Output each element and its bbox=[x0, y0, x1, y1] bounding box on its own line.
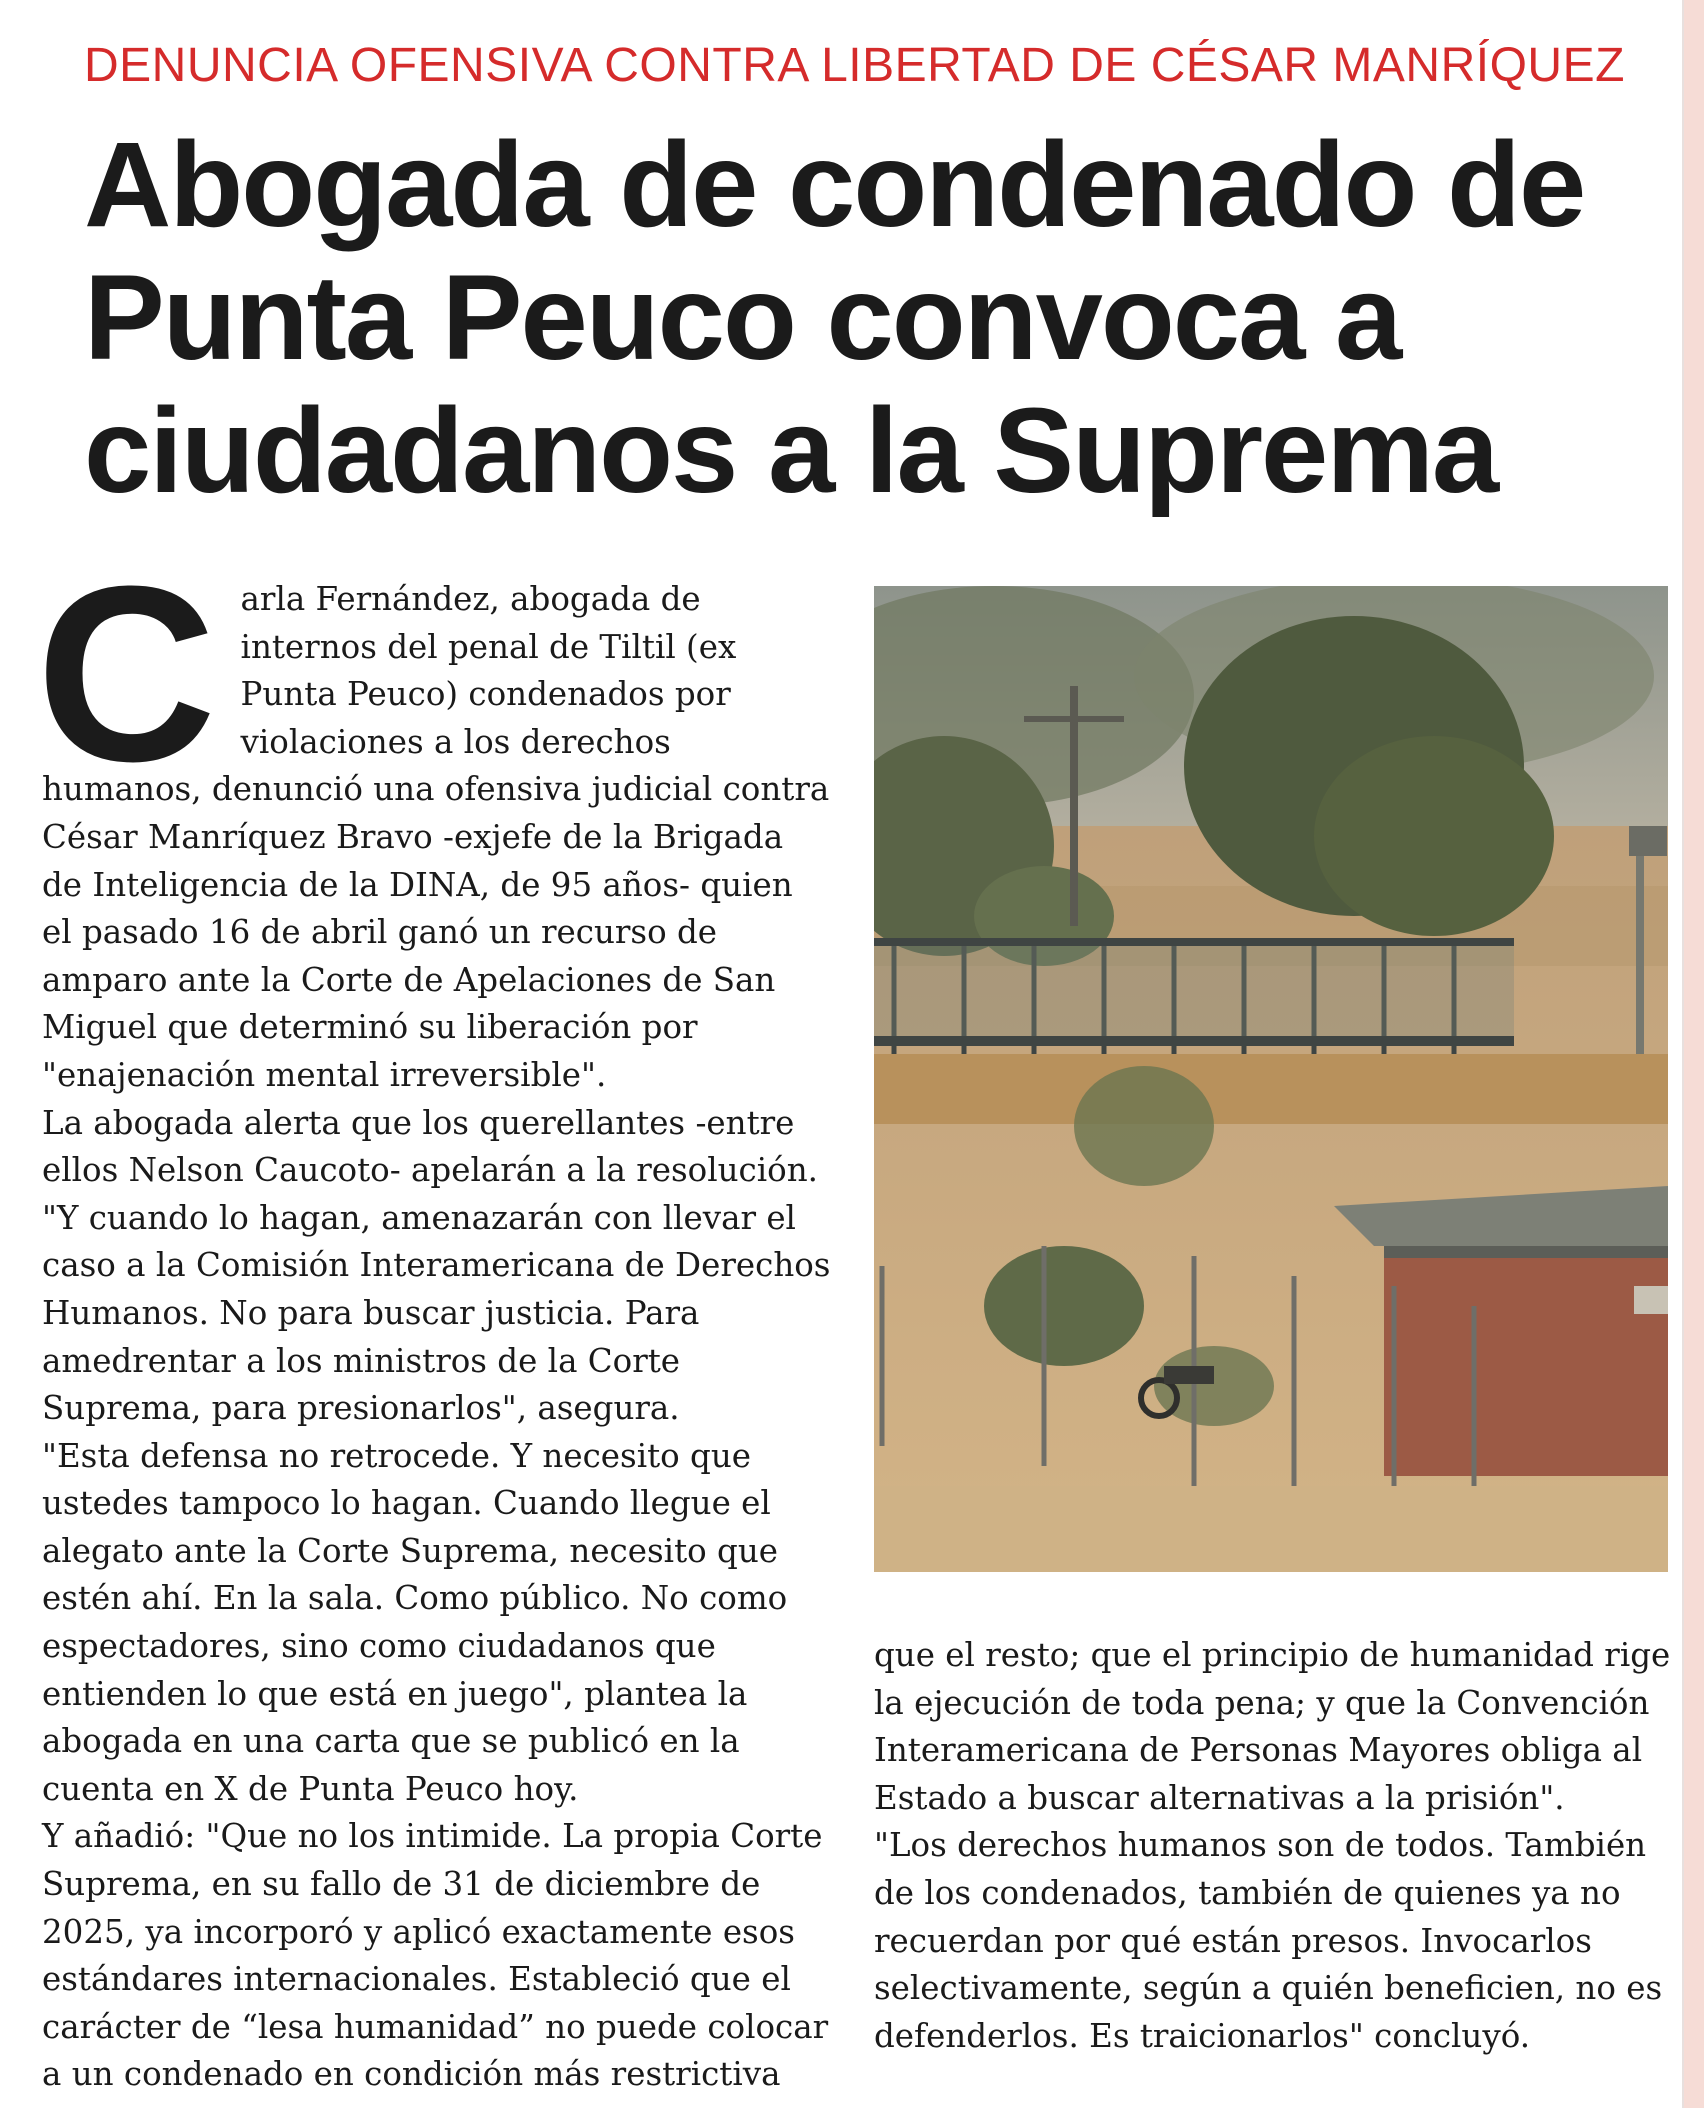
kicker: DENUNCIA OFENSIVA CONTRA LIBERTAD DE CÉSAR MANRÍQUEZ bbox=[84, 39, 1625, 92]
headline-line-1: Abogada de condenado de bbox=[84, 116, 1585, 252]
paragraph-text: arla Fernández, abogada de internos del penal de Tiltil (ex Punta Peuco) condenados por violaciones a los derechos humanos, denunció una ofensiva judicial contra César Manríquez Bravo -exjefe de la Brigada de Inteligencia de la DINA, de 95 años- quien el pasado 16 de abril ganó un recurso de amparo ante la Corte de Apelaciones de San Miguel que determinó su liberación por "enajenación mental irreversible". bbox=[42, 580, 830, 1094]
article-paragraph: "Esta defensa no retrocede. Y necesito que ustedes tampoco lo hagan. Cuando llegue el alegato ante la Corte Suprema, necesito que estén ahí. En la sala. Como público. No como espectadores, sino como ciudadanos que entienden lo que está en juego", plantea la abogada en una carta que se publicó en la cuenta en X de Punta Peuco hoy. bbox=[42, 1436, 788, 1808]
photo-illustration bbox=[874, 586, 1668, 1572]
headline bbox=[84, 118, 1644, 517]
headline-line-3: ciudadanos a la Suprema bbox=[84, 382, 1498, 518]
headline-line-2: Punta Peuco convoca a bbox=[84, 249, 1401, 385]
article-column-left bbox=[36, 534, 832, 2099]
prison-perimeter-fence-photo bbox=[874, 586, 1668, 1572]
article-column-right bbox=[874, 1632, 1674, 2060]
article-paragraph bbox=[36, 534, 832, 1100]
drop-cap: C bbox=[36, 534, 217, 813]
page-edge-strip bbox=[1684, 0, 1704, 2108]
article-paragraph: Y añadió: "Que no los intimide. La propia Corte Suprema, en su fallo de 31 de diciembre de 2025, ya incorporó y aplicó exactamente esos estándares internacionales. Estableció que el carácter de “lesa humanidad” no puede colocar a un condenado en condición más restrictiva bbox=[42, 1817, 829, 2094]
article-paragraph: "Los derechos humanos son de todos. También de los condenados, también de quienes ya no recuerdan por qué están presos. Invocarlos selectivamente, según a quién beneficien, no es defenderlos. Es traicionarlos" concluyó. bbox=[874, 1826, 1663, 2055]
article-paragraph: La abogada alerta que los querellantes -entre ellos Nelson Caucoto- apelarán a la resolución. "Y cuando lo hagan, amenazarán con llevar el caso a la Comisión Interamericana de Derechos Humanos. No para buscar justicia. Para amedrentar a los ministros de la Corte Suprema, para presionarlos", asegura. bbox=[42, 1103, 831, 1428]
article-paragraph: que el resto; que el principio de humanidad rige la ejecución de toda pena; y que la Convención Interamericana de Personas Mayores obliga al Estado a buscar alternativas a la prisión". bbox=[874, 1636, 1671, 1817]
